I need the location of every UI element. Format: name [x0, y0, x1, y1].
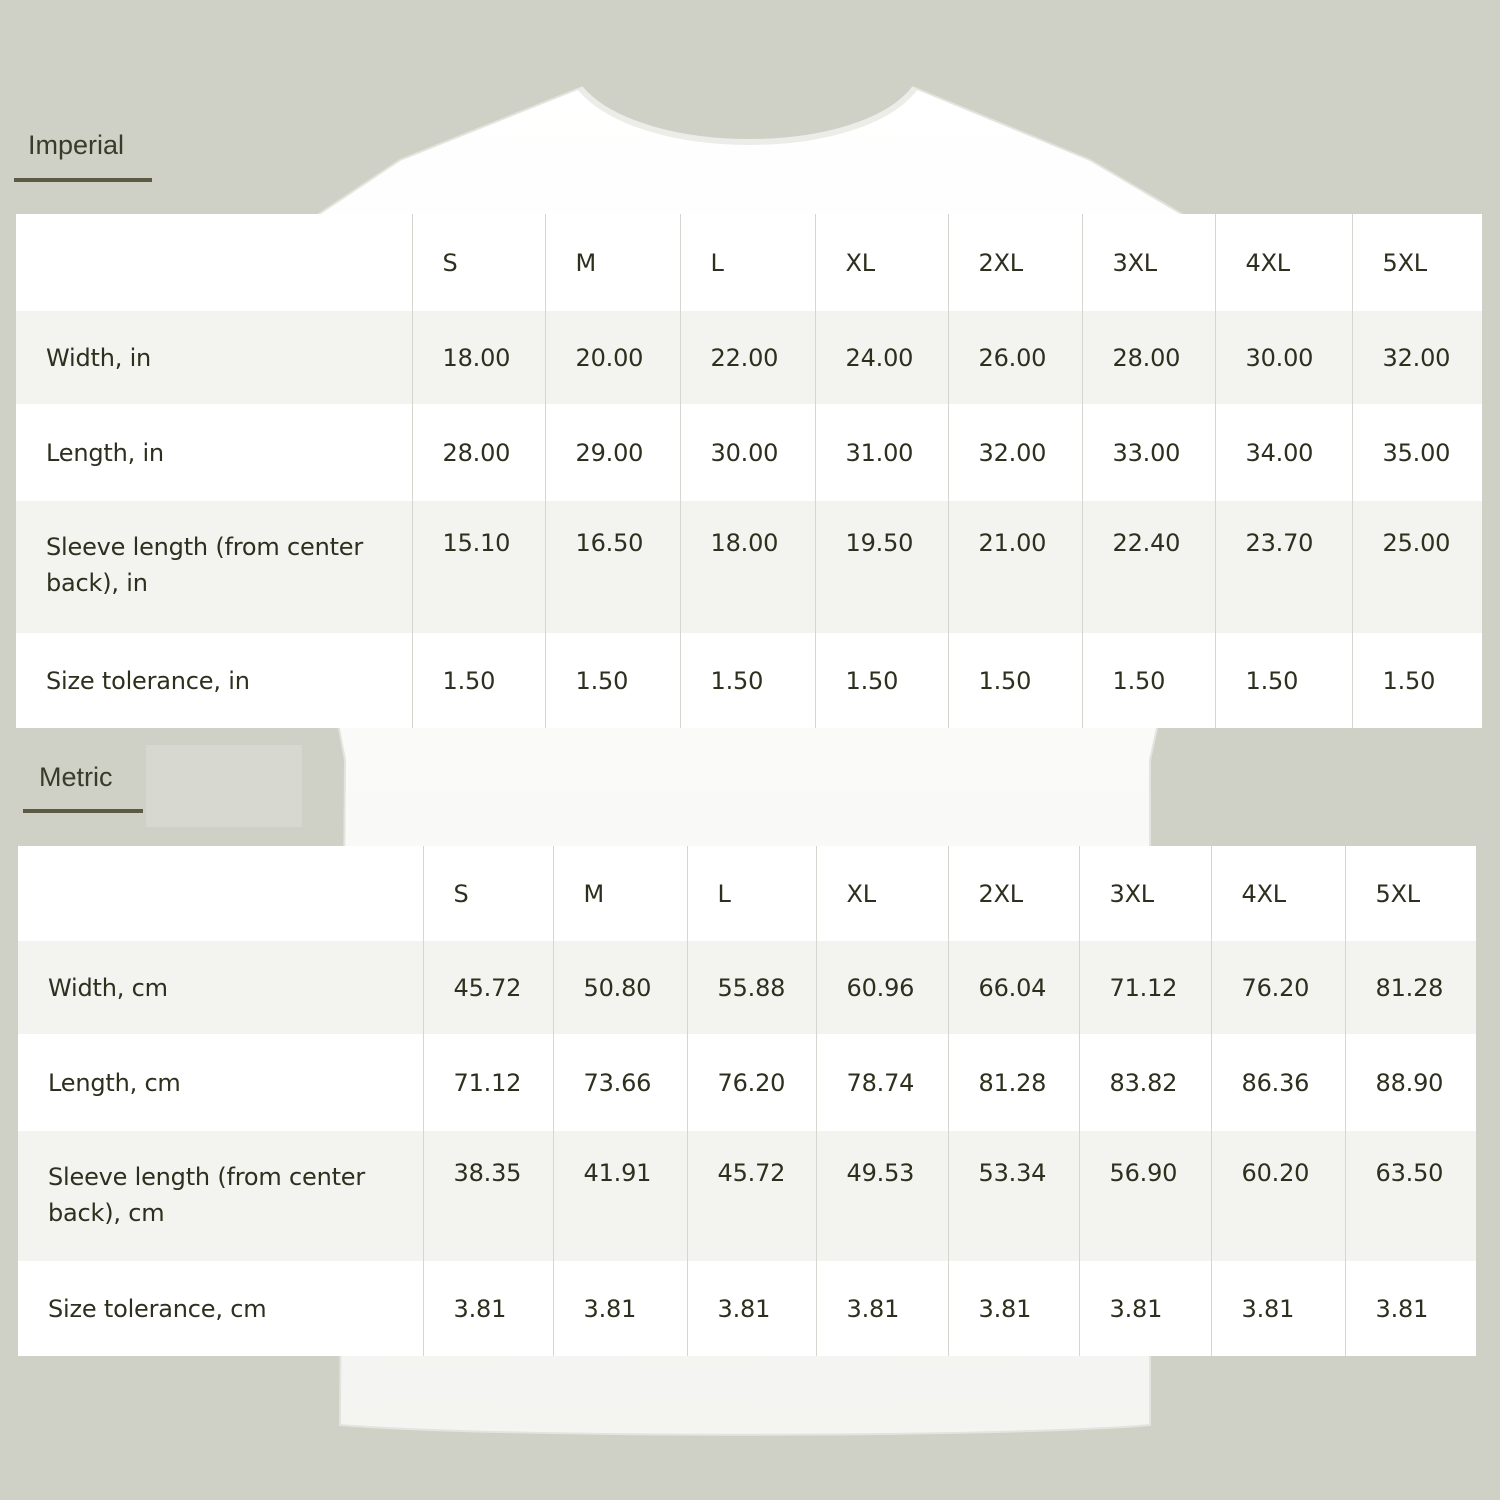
- tab-imperial[interactable]: [14, 130, 152, 161]
- header-empty-cell: [16, 214, 412, 311]
- measurement-cell: 56.90: [1079, 1131, 1211, 1261]
- measurement-cell: 60.20: [1211, 1131, 1345, 1261]
- measurement-cell: 35.00: [1352, 404, 1482, 501]
- table-row: [16, 311, 1482, 404]
- measurement-cell: 32.00: [1352, 311, 1482, 404]
- measurement-cell: 3.81: [1211, 1261, 1345, 1356]
- measurement-cell: 76.20: [687, 1034, 816, 1131]
- row-label: Sleeve length (from center back), cm: [18, 1131, 423, 1261]
- measurement-cell: 32.00: [948, 404, 1082, 501]
- measurement-cell: 34.00: [1215, 404, 1352, 501]
- measurement-cell: 1.50: [948, 633, 1082, 728]
- tab-metric-underline: [23, 809, 143, 813]
- table-header-row: [16, 214, 1482, 311]
- table-row: [18, 1034, 1476, 1131]
- table-row: [18, 1261, 1476, 1356]
- measurement-cell: 16.50: [545, 501, 680, 633]
- measurement-cell: 3.81: [1079, 1261, 1211, 1356]
- table-header-row: [18, 846, 1476, 941]
- measurement-cell: 22.40: [1082, 501, 1215, 633]
- tab-metric-highlight: [146, 745, 302, 827]
- size-header-cell: XL: [815, 214, 948, 311]
- measurement-cell: 1.50: [680, 633, 815, 728]
- measurement-cell: 53.34: [948, 1131, 1079, 1261]
- imperial-size-table: [16, 214, 1482, 728]
- measurement-cell: 78.74: [816, 1034, 948, 1131]
- measurement-cell: 50.80: [553, 941, 687, 1034]
- measurement-cell: 1.50: [412, 633, 545, 728]
- measurement-cell: 18.00: [412, 311, 545, 404]
- measurement-cell: 33.00: [1082, 404, 1215, 501]
- measurement-cell: 55.88: [687, 941, 816, 1034]
- size-header-cell: XL: [816, 846, 948, 941]
- size-header-cell: M: [545, 214, 680, 311]
- measurement-cell: 76.20: [1211, 941, 1345, 1034]
- measurement-cell: 1.50: [1082, 633, 1215, 728]
- table-row: [16, 633, 1482, 728]
- measurement-cell: 45.72: [423, 941, 553, 1034]
- size-header-cell: 2XL: [948, 846, 1079, 941]
- measurement-cell: 29.00: [545, 404, 680, 501]
- measurement-cell: 66.04: [948, 941, 1079, 1034]
- measurement-cell: 25.00: [1352, 501, 1482, 633]
- table-row: [16, 501, 1482, 633]
- header-empty-cell: [18, 846, 423, 941]
- row-label: Length, in: [46, 438, 164, 467]
- measurement-cell: 28.00: [412, 404, 545, 501]
- size-header-cell: 5XL: [1352, 214, 1482, 311]
- measurement-cell: 30.00: [680, 404, 815, 501]
- measurement-cell: 26.00: [948, 311, 1082, 404]
- measurement-cell: 41.91: [553, 1131, 687, 1261]
- measurement-cell: 3.81: [948, 1261, 1079, 1356]
- row-label: Sleeve length (from center back), in: [16, 501, 412, 633]
- measurement-cell: 86.36: [1211, 1034, 1345, 1131]
- measurement-cell: 71.12: [1079, 941, 1211, 1034]
- measurement-cell: 20.00: [545, 311, 680, 404]
- measurement-cell: 15.10: [412, 501, 545, 633]
- measurement-cell: 81.28: [1345, 941, 1476, 1034]
- measurement-cell: 28.00: [1082, 311, 1215, 404]
- tab-imperial-underline: [14, 178, 152, 182]
- tab-metric[interactable]: [23, 762, 143, 793]
- measurement-cell: 30.00: [1215, 311, 1352, 404]
- size-header-cell: S: [423, 846, 553, 941]
- row-label: Width, in: [16, 311, 412, 404]
- size-header-cell: L: [680, 214, 815, 311]
- measurement-cell: 1.50: [815, 633, 948, 728]
- table-row: [16, 404, 1482, 501]
- size-header-cell: 3XL: [1079, 846, 1211, 941]
- measurement-cell: 38.35: [423, 1131, 553, 1261]
- measurement-cell: 49.53: [816, 1131, 948, 1261]
- row-label: Size tolerance, cm: [48, 1294, 267, 1323]
- measurement-cell: 88.90: [1345, 1034, 1476, 1131]
- tab-metric-label: Metric: [39, 762, 113, 792]
- size-header-cell: M: [553, 846, 687, 941]
- measurement-cell: 18.00: [680, 501, 815, 633]
- size-header-cell: 2XL: [948, 214, 1082, 311]
- measurement-cell: 1.50: [1215, 633, 1352, 728]
- table-row: [18, 1131, 1476, 1261]
- measurement-cell: 71.12: [423, 1034, 553, 1131]
- row-label: Size tolerance, in: [46, 666, 250, 695]
- table-row: [18, 941, 1476, 1034]
- measurement-cell: 31.00: [815, 404, 948, 501]
- size-header-cell: 5XL: [1345, 846, 1476, 941]
- measurement-cell: 60.96: [816, 941, 948, 1034]
- measurement-cell: 83.82: [1079, 1034, 1211, 1131]
- row-label: Width, cm: [18, 941, 423, 1034]
- measurement-cell: 1.50: [545, 633, 680, 728]
- size-header-cell: 3XL: [1082, 214, 1215, 311]
- measurement-cell: 21.00: [948, 501, 1082, 633]
- measurement-cell: 81.28: [948, 1034, 1079, 1131]
- size-header-cell: 4XL: [1211, 846, 1345, 941]
- measurement-cell: 23.70: [1215, 501, 1352, 633]
- row-label: Length, cm: [48, 1068, 181, 1097]
- measurement-cell: 22.00: [680, 311, 815, 404]
- measurement-cell: 73.66: [553, 1034, 687, 1131]
- size-header-cell: 4XL: [1215, 214, 1352, 311]
- measurement-cell: 63.50: [1345, 1131, 1476, 1261]
- metric-size-table: [18, 846, 1476, 1356]
- size-header-cell: S: [412, 214, 545, 311]
- measurement-cell: 3.81: [816, 1261, 948, 1356]
- measurement-cell: 3.81: [1345, 1261, 1476, 1356]
- measurement-cell: 24.00: [815, 311, 948, 404]
- measurement-cell: 3.81: [687, 1261, 816, 1356]
- measurement-cell: 19.50: [815, 501, 948, 633]
- measurement-cell: 1.50: [1352, 633, 1482, 728]
- measurement-cell: 3.81: [423, 1261, 553, 1356]
- measurement-cell: 3.81: [553, 1261, 687, 1356]
- measurement-cell: 45.72: [687, 1131, 816, 1261]
- tab-imperial-label: Imperial: [28, 130, 125, 160]
- size-header-cell: L: [687, 846, 816, 941]
